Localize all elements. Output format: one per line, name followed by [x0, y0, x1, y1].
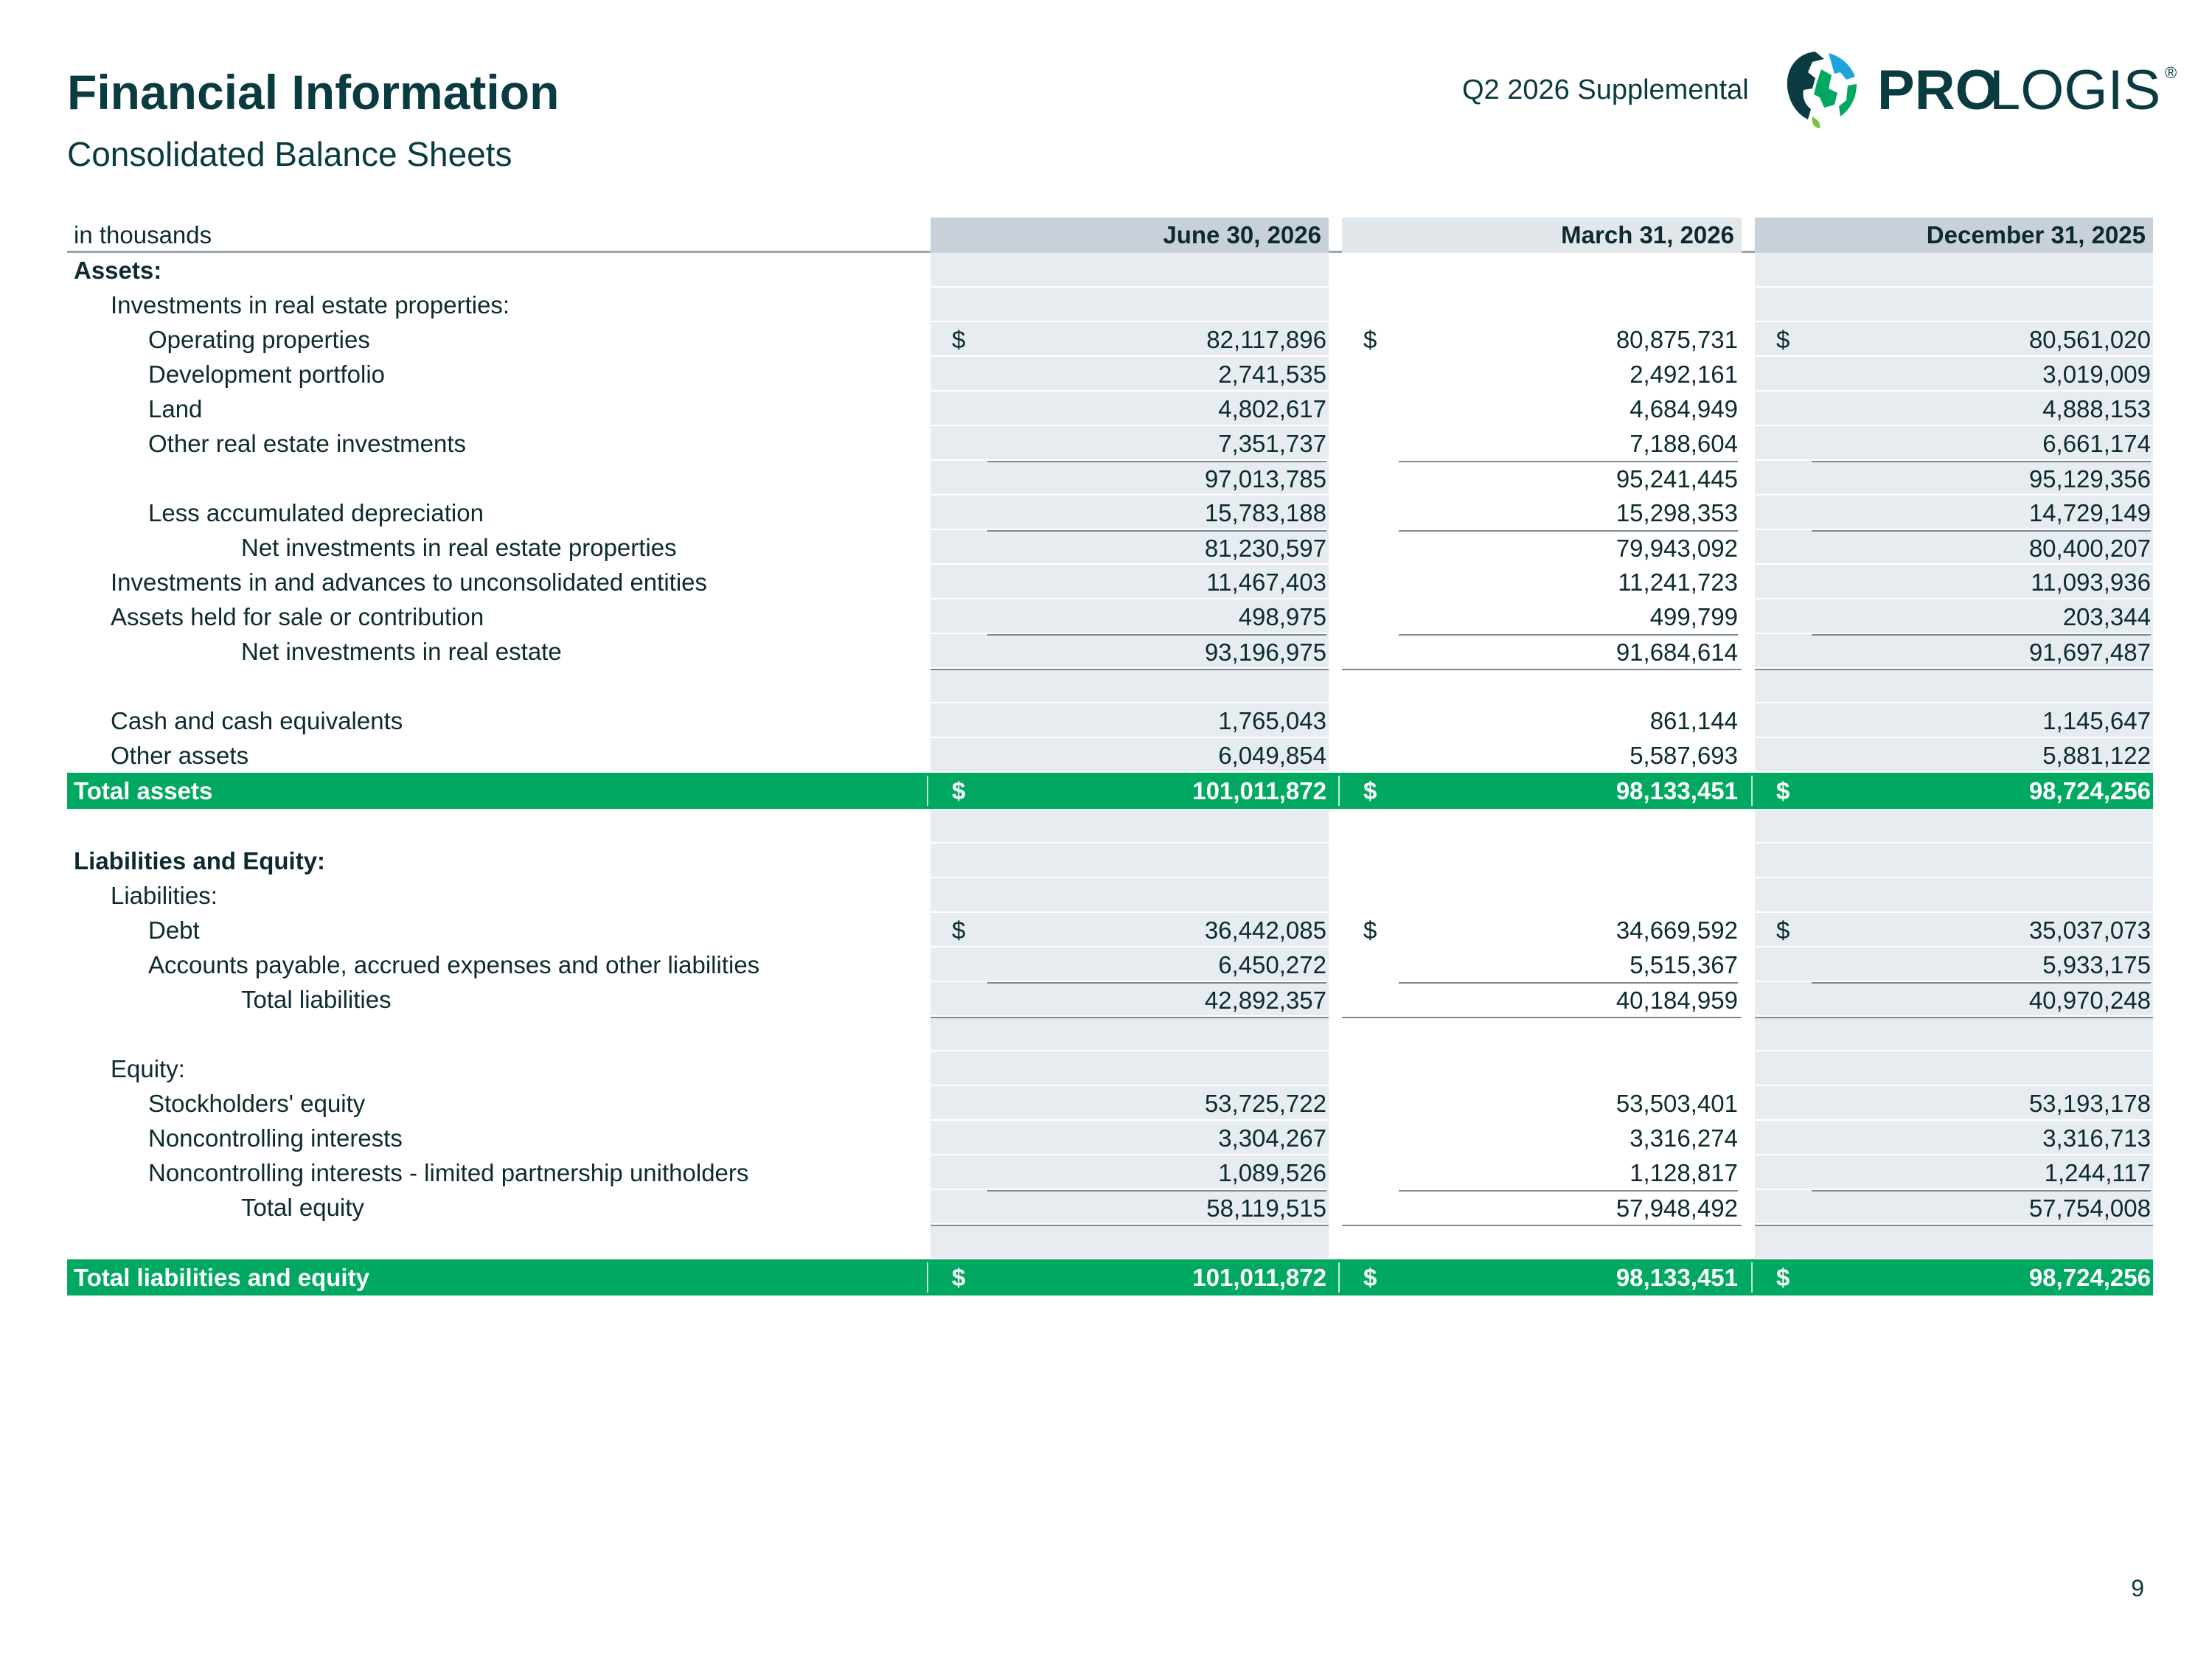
table-row [67, 634, 2153, 669]
table-row [67, 1121, 2153, 1155]
value-june: 97,013,785 [987, 461, 1326, 495]
value-june: 93,196,975 [987, 634, 1326, 669]
value-march: 95,241,445 [1399, 461, 1738, 495]
table-row [67, 844, 2153, 878]
table-header-row [67, 218, 2153, 253]
value-june: 1,765,043 [1218, 707, 1326, 734]
table-row [67, 426, 2153, 461]
value-december: 11,093,936 [2031, 568, 2151, 596]
value-december: 98,724,256 [2028, 777, 2151, 804]
column-separator [927, 1262, 928, 1293]
dollar-sign: $ [1363, 1264, 1377, 1291]
column-separator [1751, 1262, 1753, 1293]
value-march: 7,188,604 [1630, 430, 1738, 457]
table-row [67, 495, 2153, 530]
table-row [67, 1225, 2153, 1259]
value-december: 6,661,174 [2042, 430, 2151, 457]
value-march: 499,799 [1649, 603, 1738, 630]
table-row [67, 599, 2153, 634]
table-row [67, 703, 2153, 738]
table-row [67, 322, 2153, 357]
row-label: Debt [148, 917, 200, 944]
row-label: Investments in and advances to unconsolidated entities [111, 568, 708, 596]
table-row [67, 947, 2153, 982]
table-row [67, 669, 2153, 703]
table-row [67, 878, 2153, 913]
value-march: 91,684,614 [1399, 634, 1738, 669]
row-label: Noncontrolling interests - limited partnership unitholders [148, 1159, 749, 1186]
value-june: 81,230,597 [987, 530, 1326, 565]
value-december: 203,344 [2062, 603, 2151, 630]
row-label: Cash and cash equivalents [111, 707, 403, 734]
value-december: 1,145,647 [2042, 707, 2151, 734]
value-december: 95,129,356 [1812, 461, 2151, 495]
value-june: 82,117,896 [1206, 326, 1326, 353]
value-march: 98,133,451 [1615, 1264, 1738, 1291]
value-december: 53,193,178 [2028, 1090, 2151, 1117]
value-march: 15,298,353 [1615, 499, 1738, 526]
value-june: 6,049,854 [1218, 742, 1326, 769]
balance-sheet-table [67, 218, 2153, 1295]
column-header-december: December 31, 2025 [1755, 218, 2153, 253]
dollar-sign: $ [952, 326, 966, 353]
table-row [67, 1190, 2153, 1225]
dollar-sign: $ [1363, 917, 1377, 944]
row-label: Less accumulated depreciation [148, 499, 484, 526]
value-december: 5,881,122 [2042, 742, 2151, 769]
value-june: 1,089,526 [1218, 1159, 1326, 1186]
value-march: 4,684,949 [1630, 395, 1738, 422]
prologis-logo [1783, 46, 2181, 133]
dollar-sign: $ [1776, 777, 1790, 804]
globe-icon [1787, 52, 1857, 128]
dollar-sign: $ [1363, 777, 1377, 804]
row-label: Liabilities and Equity: [74, 847, 326, 874]
value-december: 4,888,153 [2042, 395, 2151, 422]
page-number: 9 [2131, 1575, 2144, 1601]
row-label: Total liabilities [241, 986, 392, 1013]
value-march: 11,241,723 [1618, 568, 1738, 596]
column-separator [1338, 1262, 1340, 1293]
value-march: 53,503,401 [1615, 1090, 1738, 1117]
subtotal-rule [1755, 669, 2153, 670]
row-label: Other real estate investments [148, 430, 467, 457]
value-december: 14,729,149 [2028, 499, 2151, 526]
value-march: 861,144 [1649, 707, 1738, 734]
subtotal-rule [931, 1225, 1329, 1226]
value-march: 3,316,274 [1630, 1124, 1738, 1152]
value-march: 5,515,367 [1630, 951, 1738, 978]
table-row [67, 392, 2153, 426]
value-december: 91,697,487 [1812, 634, 2151, 669]
value-december: 35,037,073 [2028, 917, 2151, 944]
value-december: 57,754,008 [1812, 1190, 2151, 1225]
supplemental-label: Q2 2026 Supplemental [1462, 74, 1749, 105]
value-june: 4,802,617 [1218, 395, 1326, 422]
value-june: 42,892,357 [987, 982, 1326, 1017]
row-label: Other assets [111, 742, 249, 769]
value-december: 5,933,175 [2042, 951, 2151, 978]
dollar-sign: $ [952, 777, 966, 804]
value-june: 101,011,872 [1192, 777, 1326, 804]
dollar-sign: $ [1776, 326, 1790, 353]
registered-mark: ® [2165, 63, 2177, 82]
value-december: 80,400,207 [1812, 530, 2151, 565]
value-march: 79,943,092 [1399, 530, 1738, 565]
row-label: Assets: [74, 257, 162, 284]
table-row [67, 565, 2153, 599]
value-june: 6,450,272 [1218, 951, 1326, 978]
total-row [67, 1259, 2153, 1295]
value-march: 40,184,959 [1399, 982, 1738, 1017]
row-label: Total equity [241, 1194, 364, 1221]
row-label: Noncontrolling interests [148, 1124, 403, 1152]
row-label: Net investments in real estate [241, 638, 562, 665]
table-row [67, 357, 2153, 392]
row-label: Operating properties [148, 326, 370, 353]
value-march: 5,587,693 [1630, 742, 1738, 769]
value-march: 34,669,592 [1615, 917, 1738, 944]
row-label: Stockholders' equity [148, 1090, 366, 1117]
row-label: Development portfolio [148, 361, 386, 388]
value-june: 2,741,535 [1218, 361, 1326, 388]
dollar-sign: $ [952, 1264, 966, 1291]
subtotal-rule [1342, 1017, 1742, 1018]
value-june: 3,304,267 [1218, 1124, 1326, 1152]
row-label: Assets held for sale or contribution [111, 603, 484, 630]
row-label: Investments in real estate properties: [111, 291, 510, 319]
subtotal-rule [1342, 669, 1742, 670]
dollar-sign: $ [1776, 1264, 1790, 1291]
table-row [67, 461, 2153, 495]
table-row [67, 1017, 2153, 1051]
row-label: Land [148, 395, 203, 422]
value-december: 98,724,256 [2028, 1264, 2151, 1291]
total-row [67, 773, 2153, 809]
value-june: 11,467,403 [1206, 568, 1326, 596]
row-label: Liabilities: [111, 882, 218, 909]
value-june: 15,783,188 [1204, 499, 1326, 526]
value-march: 80,875,731 [1615, 326, 1738, 353]
value-june: 36,442,085 [1204, 917, 1326, 944]
table-row [67, 982, 2153, 1017]
value-march: 57,948,492 [1399, 1190, 1738, 1225]
brand-name-bold: PRO [1877, 59, 1999, 122]
column-separator [1751, 776, 1753, 806]
table-row [67, 1086, 2153, 1121]
table-row [67, 1051, 2153, 1086]
column-separator [927, 776, 928, 806]
dollar-sign: $ [952, 917, 966, 944]
value-june: 7,351,737 [1218, 430, 1326, 457]
value-june: 53,725,722 [1204, 1090, 1326, 1117]
page-title: Financial Information [67, 65, 560, 119]
row-label: Accounts payable, accrued expenses and other liabilities [148, 951, 760, 978]
row-label: Total assets [74, 777, 213, 804]
row-label: Total liabilities and equity [74, 1264, 369, 1291]
table-row [67, 913, 2153, 947]
column-header-june: June 30, 2026 [931, 218, 1329, 253]
value-june: 58,119,515 [987, 1190, 1326, 1225]
subtotal-rule [1755, 1225, 2153, 1226]
unit-label: in thousands [74, 221, 212, 248]
table-row [67, 738, 2153, 773]
column-separator [1338, 776, 1340, 806]
value-march: 1,128,817 [1630, 1159, 1738, 1186]
table-row [67, 253, 2153, 288]
table-row [67, 530, 2153, 565]
value-december: 40,970,248 [1812, 982, 2151, 1017]
value-march: 2,492,161 [1630, 361, 1738, 388]
value-june: 498,975 [1238, 603, 1326, 630]
value-december: 3,316,713 [2042, 1124, 2151, 1152]
row-label: Net investments in real estate properties [241, 534, 677, 561]
subtotal-rule [1342, 1225, 1742, 1226]
value-december: 3,019,009 [2042, 361, 2151, 388]
table-row [67, 809, 2153, 844]
row-label: Equity: [111, 1055, 185, 1082]
value-march: 98,133,451 [1615, 777, 1738, 804]
value-december: 1,244,117 [2044, 1159, 2151, 1186]
value-december: 80,561,020 [2028, 326, 2151, 353]
brand-name-light: LOGIS [1989, 59, 2161, 122]
table-row [67, 1155, 2153, 1190]
value-june: 101,011,872 [1192, 1264, 1326, 1291]
subtotal-rule [931, 669, 1329, 670]
dollar-sign: $ [1776, 917, 1790, 944]
table-row [67, 288, 2153, 322]
column-header-march: March 31, 2026 [1342, 218, 1742, 253]
page-subtitle: Consolidated Balance Sheets [67, 135, 512, 173]
dollar-sign: $ [1363, 326, 1377, 353]
subtotal-rule [931, 1017, 1329, 1018]
subtotal-rule [1755, 1017, 2153, 1018]
